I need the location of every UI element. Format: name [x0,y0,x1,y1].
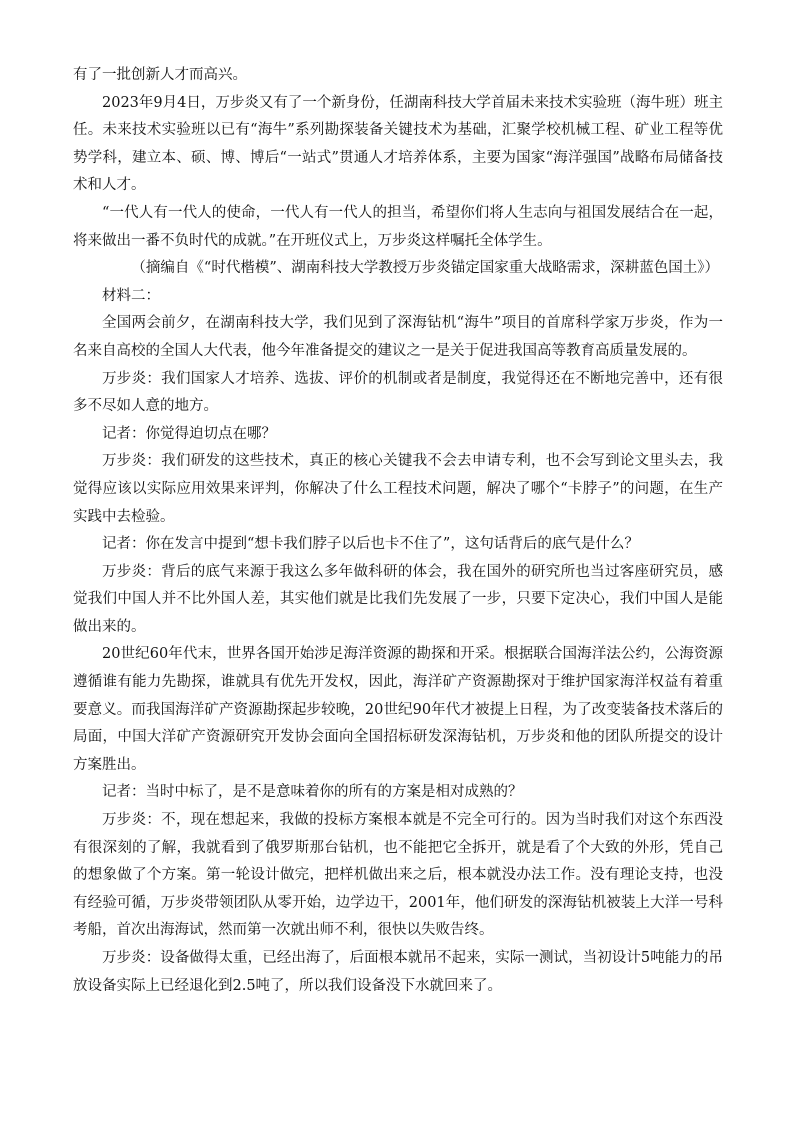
paragraph-15: 万步炎：设备做得太重，已经出海了，后面根本就吊不起来，实际一测试，当初设计5吨能力的吊放设备实际上已经退化到2.5吨了，所以我们设备没下水就回来了。 [73,950,723,994]
paragraph-6: 全国两会前夕，在湖南科技大学，我们见到了深海钻机“海牛”项目的首席科学家万步炎，作为一名来自高校的全国人大代表，他今年准备提交的建议之一是关于促进我国高等教育高质量发展的。 [73,315,723,359]
paragraph-8: 记者：你觉得迫切点在哪？ [102,425,276,442]
paragraph-2: 2023年9月4日，万步炎又有了一个新身份，任湖南科技大学首届未来技术实验班（海牛班）班主任。未来技术实验班以已有“海牛”系列勘探装备关键技术为基础，汇聚学校机械工程、矿业工程等优势学科，建立本、硕、博、博后“一站式”贯通人才培养体系，主要为国家“海洋强国”战略布局储备技术和人才。 [73,94,723,194]
paragraph-3: “一代人有一代人的使命，一代人有一代人的担当，希望你们将人生志向与祖国发展结合在一起，将来做出一番不负时代的成就。”在开班仪式上，万步炎这样嘱托全体学生。 [73,204,723,249]
paragraph-13: 记者：当时中标了，是不是意味着你的所有的方案是相对成熟的？ [102,784,523,801]
document-body [73,62,723,1000]
paragraph-14: 万步炎：不，现在想起来，我做的投标方案根本就是不完全可行的。因为当时我们对这个东西没有很深刻的了解，我就看到了俄罗斯那台钻机，也不能把它全拆开，就是看了个大致的外形，凭自己的想象做了个方案。第一轮设计做完，把样机做出来之后，根本就没办法工作。没有理论支持，也没有经验可循，万步炎带领团队从零开始，边学边干，2001年，他们研发的深海钻机被装上大洋一号科考船，首次出海海试，然而第一次就出师不利，很快以失败告终。 [73,812,723,939]
paragraph-10: 记者：你在发言中提到“想卡我们脖子以后也卡不住了”，这句话背后的底气是什么？ [102,536,639,553]
paragraph-9: 万步炎：我们研发的这些技术，真正的核心关键我不会去申请专利，也不会写到论文里头去，我觉得应该以实际应用效果来评判，你解决了什么工程技术问题，解决了哪个“卡脖子”的问题，在生产实践中去检验。 [73,453,723,525]
section-heading-material-2: 材料二： [102,287,160,304]
source-citation: （摘编自《“时代楷模”、湖南科技大学教授万步炎锚定国家重大战略需求，深耕蓝色国土》） [131,260,719,277]
paragraph-1: 有了一批创新人才而高兴。 [73,67,247,83]
paragraph-7: 万步炎：我们国家人才培养、选拔、评价的机制或者是制度，我觉得还在不断地完善中，还有很多不尽如人意的地方。 [73,370,723,415]
paragraph-11: 万步炎：背后的底气来源于我这么多年做科研的体会，我在国外的研究所也当过客座研究员，感觉我们中国人并不比外国人差，其实他们就是比我们先发展了一步，只要下定决心，我们中国人是能做出来的。 [73,563,723,635]
paragraph-12: 20世纪60年代末，世界各国开始涉足海洋资源的勘探和开采。根据联合国海洋法公约，公海资源遵循谁有能力先勘探，谁就具有优先开发权，因此，海洋矿产资源勘探对于维护国家海洋权益有着重要意义。而我国海洋矿产资源勘探起步较晚，20世纪90年代才被提上日程，为了改变装备技术落后的局面，中国大洋矿产资源研究开发协会面向全国招标研发深海钻机，万步炎和他的团队所提交的设计方案胜出。 [73,646,723,773]
